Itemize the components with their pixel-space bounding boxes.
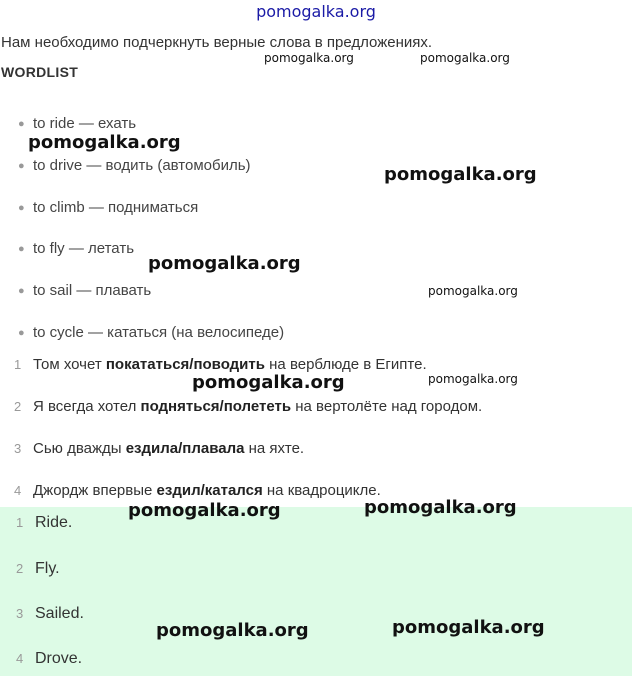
task-text: Сью дважды bbox=[33, 440, 126, 457]
wordlist-title: WORDLIST bbox=[1, 64, 79, 80]
task-number: 3 bbox=[14, 441, 22, 456]
task-text: на яхте. bbox=[244, 440, 305, 457]
answer-text: Sailed. bbox=[35, 605, 84, 622]
task-text: на верблюде в Египте. bbox=[264, 356, 427, 373]
wordlist-item bbox=[18, 324, 284, 341]
watermark: pomogalka.org bbox=[156, 620, 309, 641]
watermark: pomogalka.org bbox=[364, 497, 517, 518]
watermark: pomogalka.org bbox=[192, 372, 345, 393]
task-number: 1 bbox=[14, 357, 22, 372]
watermark: pomogalka.org bbox=[28, 132, 181, 153]
wordlist-item bbox=[18, 199, 198, 216]
wordlist-item-text: to drive — водить (автомобиль) bbox=[33, 157, 251, 174]
answer-text: Ride. bbox=[35, 514, 73, 531]
task-sentence bbox=[14, 398, 482, 415]
wordlist-item bbox=[18, 157, 251, 174]
task-text: на квадроцикле. bbox=[262, 482, 381, 499]
task-options: ездила/плавала bbox=[125, 440, 245, 457]
watermark: pomogalka.org bbox=[384, 164, 537, 185]
task-text: Я всегда хотел bbox=[33, 398, 141, 415]
wordlist-item bbox=[18, 282, 151, 299]
task-options: ездил/катался bbox=[156, 482, 263, 499]
answer-text: Fly. bbox=[35, 560, 60, 577]
watermark: pomogalka.org bbox=[428, 372, 518, 386]
watermark: pomogalka.org bbox=[420, 51, 510, 65]
bullet-icon: ● bbox=[18, 202, 25, 214]
answer-number: 1 bbox=[16, 515, 24, 530]
task-text: на вертолёте над городом. bbox=[291, 398, 483, 415]
site-header-link[interactable]: pomogalka.org bbox=[256, 2, 376, 21]
watermark: pomogalka.org bbox=[428, 284, 518, 298]
wordlist-item-text: to climb — подниматься bbox=[33, 199, 199, 216]
bullet-icon: ● bbox=[18, 160, 25, 172]
wordlist-item-text: to sail — плавать bbox=[33, 282, 152, 299]
task-number: 2 bbox=[14, 399, 22, 414]
bullet-icon: ● bbox=[18, 243, 25, 255]
answer-item bbox=[16, 650, 82, 668]
wordlist-item-text: to ride — ехать bbox=[33, 115, 137, 132]
task-instruction: Нам необходимо подчеркнуть верные слова в предложениях. bbox=[1, 34, 433, 51]
answer-item bbox=[16, 514, 72, 532]
answer-text: Drove. bbox=[35, 650, 83, 667]
watermark: pomogalka.org bbox=[264, 51, 354, 65]
answers-panel bbox=[0, 507, 632, 676]
answer-number: 3 bbox=[16, 606, 24, 621]
answer-item bbox=[16, 560, 60, 578]
watermark: pomogalka.org bbox=[148, 253, 301, 274]
task-text: Джордж впервые bbox=[33, 482, 157, 499]
watermark: pomogalka.org bbox=[128, 500, 281, 521]
wordlist-item bbox=[18, 240, 134, 257]
wordlist-item-text: to fly — летать bbox=[33, 240, 135, 257]
answer-number: 2 bbox=[16, 561, 24, 576]
bullet-icon: ● bbox=[18, 118, 25, 130]
bullet-icon: ● bbox=[18, 327, 25, 339]
answer-item bbox=[16, 605, 84, 623]
task-text: Том хочет bbox=[33, 356, 106, 373]
task-number: 4 bbox=[14, 483, 22, 498]
task-sentence bbox=[14, 356, 427, 373]
wordlist-item bbox=[18, 115, 136, 132]
task-sentence bbox=[14, 440, 304, 457]
task-options: подняться/полететь bbox=[140, 398, 292, 415]
watermark: pomogalka.org bbox=[392, 617, 545, 638]
bullet-icon: ● bbox=[18, 285, 25, 297]
answer-number: 4 bbox=[16, 651, 24, 666]
task-sentence bbox=[14, 482, 381, 499]
task-options: покататься/поводить bbox=[105, 356, 265, 373]
wordlist-item-text: to cycle — кататься (на велосипеде) bbox=[33, 324, 285, 341]
